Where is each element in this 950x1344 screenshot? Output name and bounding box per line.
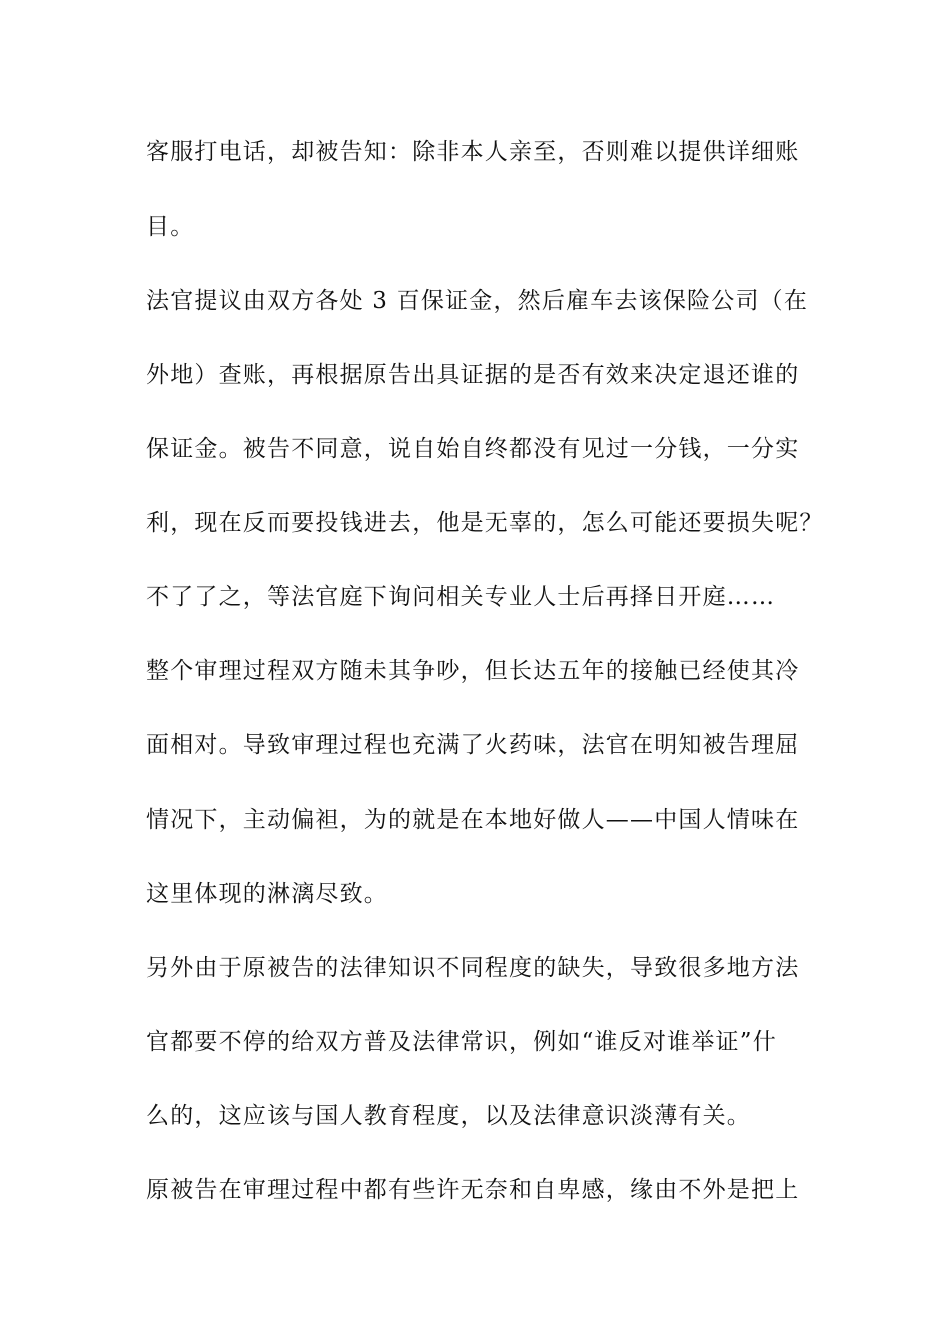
text-line: 原被告在审理过程中都有些许无奈和自卑感，缘由不外是把上: [146, 1177, 800, 1203]
text-line: 外地）查账，再根据原告出具证据的是否有效来决定退还谁的: [146, 362, 800, 388]
text-line: 整个审理过程双方随未其争吵，但长达五年的接触已经使其冷: [146, 658, 800, 684]
text-line: 法官提议由双方各处 3 百保证金，然后雇车去该保险公司（在: [146, 288, 809, 314]
text-line: 面相对。导致审理过程也充满了火药味，法官在明知被告理屈: [146, 732, 800, 758]
text-line: 官都要不停的给双方普及法律常识，例如“谁反对谁举证”什: [146, 1029, 777, 1055]
text-line: 不了了之，等法官庭下询问相关专业人士后再择日开庭……: [146, 584, 776, 610]
text-line: 情况下，主动偏袒，为的就是在本地好做人——中国人情味在: [146, 807, 800, 833]
text-line: 利，现在反而要投钱进去，他是无辜的，怎么可能还要损失呢？: [146, 510, 824, 536]
text-line: 这里体现的淋漓尽致。: [146, 881, 388, 907]
text-line: 另外由于原被告的法律知识不同程度的缺失，导致很多地方法: [146, 955, 800, 981]
text-line: 么的，这应该与国人教育程度，以及法律意识淡薄有关。: [146, 1103, 751, 1129]
text-line: 保证金。被告不同意，说自始自终都没有见过一分钱，一分实: [146, 436, 800, 462]
text-line: 目。: [146, 214, 195, 240]
text-line: 客服打电话，却被告知：除非本人亲至，否则难以提供详细账: [146, 139, 800, 165]
